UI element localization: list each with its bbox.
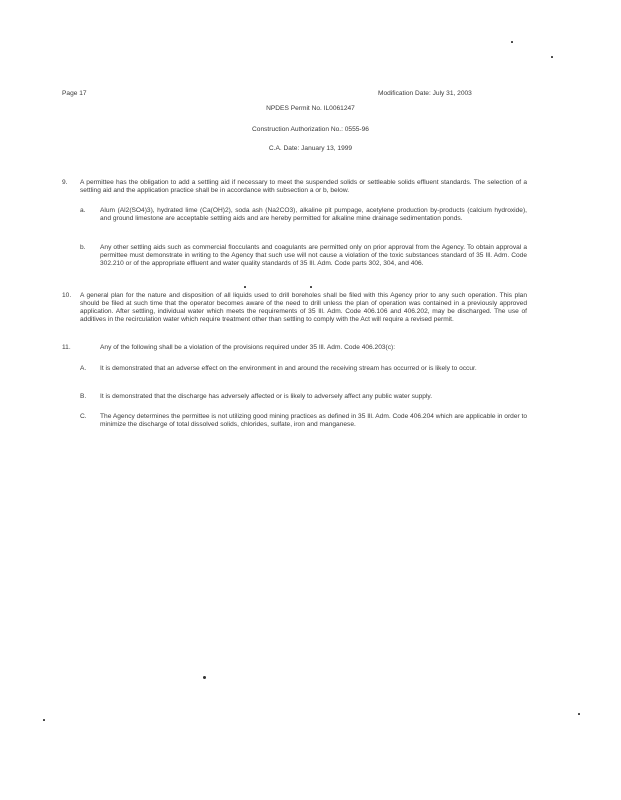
condition-9-text: A permittee has the obligation to add a settling aid if necessary to meet the suspended solids or settleable solids effluent standards. The selection of a settling aid and the application practice shall be in accordance with subsection a or b, below. xyxy=(80,179,527,194)
modification-date: Modification Date: July 31, 2003 xyxy=(378,90,472,97)
scan-speck xyxy=(310,286,312,288)
condition-11c-letter: C. xyxy=(80,413,87,420)
scan-speck xyxy=(244,286,246,288)
construction-authorization: Construction Authorization No.: 0555-96 xyxy=(252,126,369,133)
permit-number: NPDES Permit No. IL0061247 xyxy=(266,105,355,112)
page-number: Page 17 xyxy=(62,90,87,97)
condition-11b-text: It is demonstrated that the discharge has adversely affected or is likely to adversely affect any public water supply. xyxy=(100,393,433,400)
condition-11b-letter: B. xyxy=(80,393,87,400)
condition-9b-text: Any other settling aids such as commercial flocculants and coagulants are permitted only on prior approval from the Agency. To obtain approval a permittee must demonstrate in writing to the Agency that such use will not cause a violation of the toxic substances standard of 35 Ill. Adm. Code 302.210 or of the appropriate effluent and water quality standards of 35 Ill. Adm. Code parts 302, 304, and 406. xyxy=(100,244,527,267)
scan-speck xyxy=(511,41,513,43)
condition-11a-text: It is demonstrated that an adverse effect on the environment in and around the receiving stream has occurred or is likely to occur. xyxy=(100,365,477,372)
scan-speck xyxy=(578,713,580,715)
condition-11-number: 11. xyxy=(62,344,71,351)
scan-speck xyxy=(203,676,206,679)
condition-10-number: 10. xyxy=(62,292,72,299)
condition-9a-letter: a. xyxy=(80,207,86,214)
scan-speck xyxy=(43,719,45,721)
condition-11c-text: The Agency determines the permittee is not utilizing good mining practices as defined in 35 Ill. Adm. Code 406.204 which are applicable in order to minimize the discharge of total dissolved solids, chlorides, sulfate, iron and manganese. xyxy=(100,413,528,428)
condition-11-text: Any of the following shall be a violation of the provisions required under 35 Ill. Adm. Code 406.203(c): xyxy=(100,344,396,351)
condition-10-text: A general plan for the nature and disposition of all liquids used to drill boreholes shall be filed with this Agency prior to any such operation. This plan should be filed at such time that the operator becomes aware of the need to drill unless the plan of operation was contained in a previously approved application. After settling, individual water which meets the requirements of 35 Ill. Adm. Code 406.106 and 406.202, may be discharged. The use of additives in the recirculation water which require treatment other than settling to comply with the Act will require a revised permit. xyxy=(80,292,527,323)
condition-9b-letter: b. xyxy=(80,244,86,251)
scan-speck xyxy=(551,56,553,58)
condition-11a-letter: A. xyxy=(80,365,87,372)
condition-9-number: 9. xyxy=(62,179,68,186)
condition-9a-text: Alum (Al2(SO4)3), hydrated lime (Ca(OH)2), soda ash (Na2CO3), alkaline pit pumpage, acetylene production by-products (calcium hydroxide), and ground limestone are acceptable settling aids and are hereby permitted for alkaline mine drainage sedimentation ponds. xyxy=(100,207,527,222)
ca-date: C.A. Date: January 13, 1999 xyxy=(268,145,353,152)
